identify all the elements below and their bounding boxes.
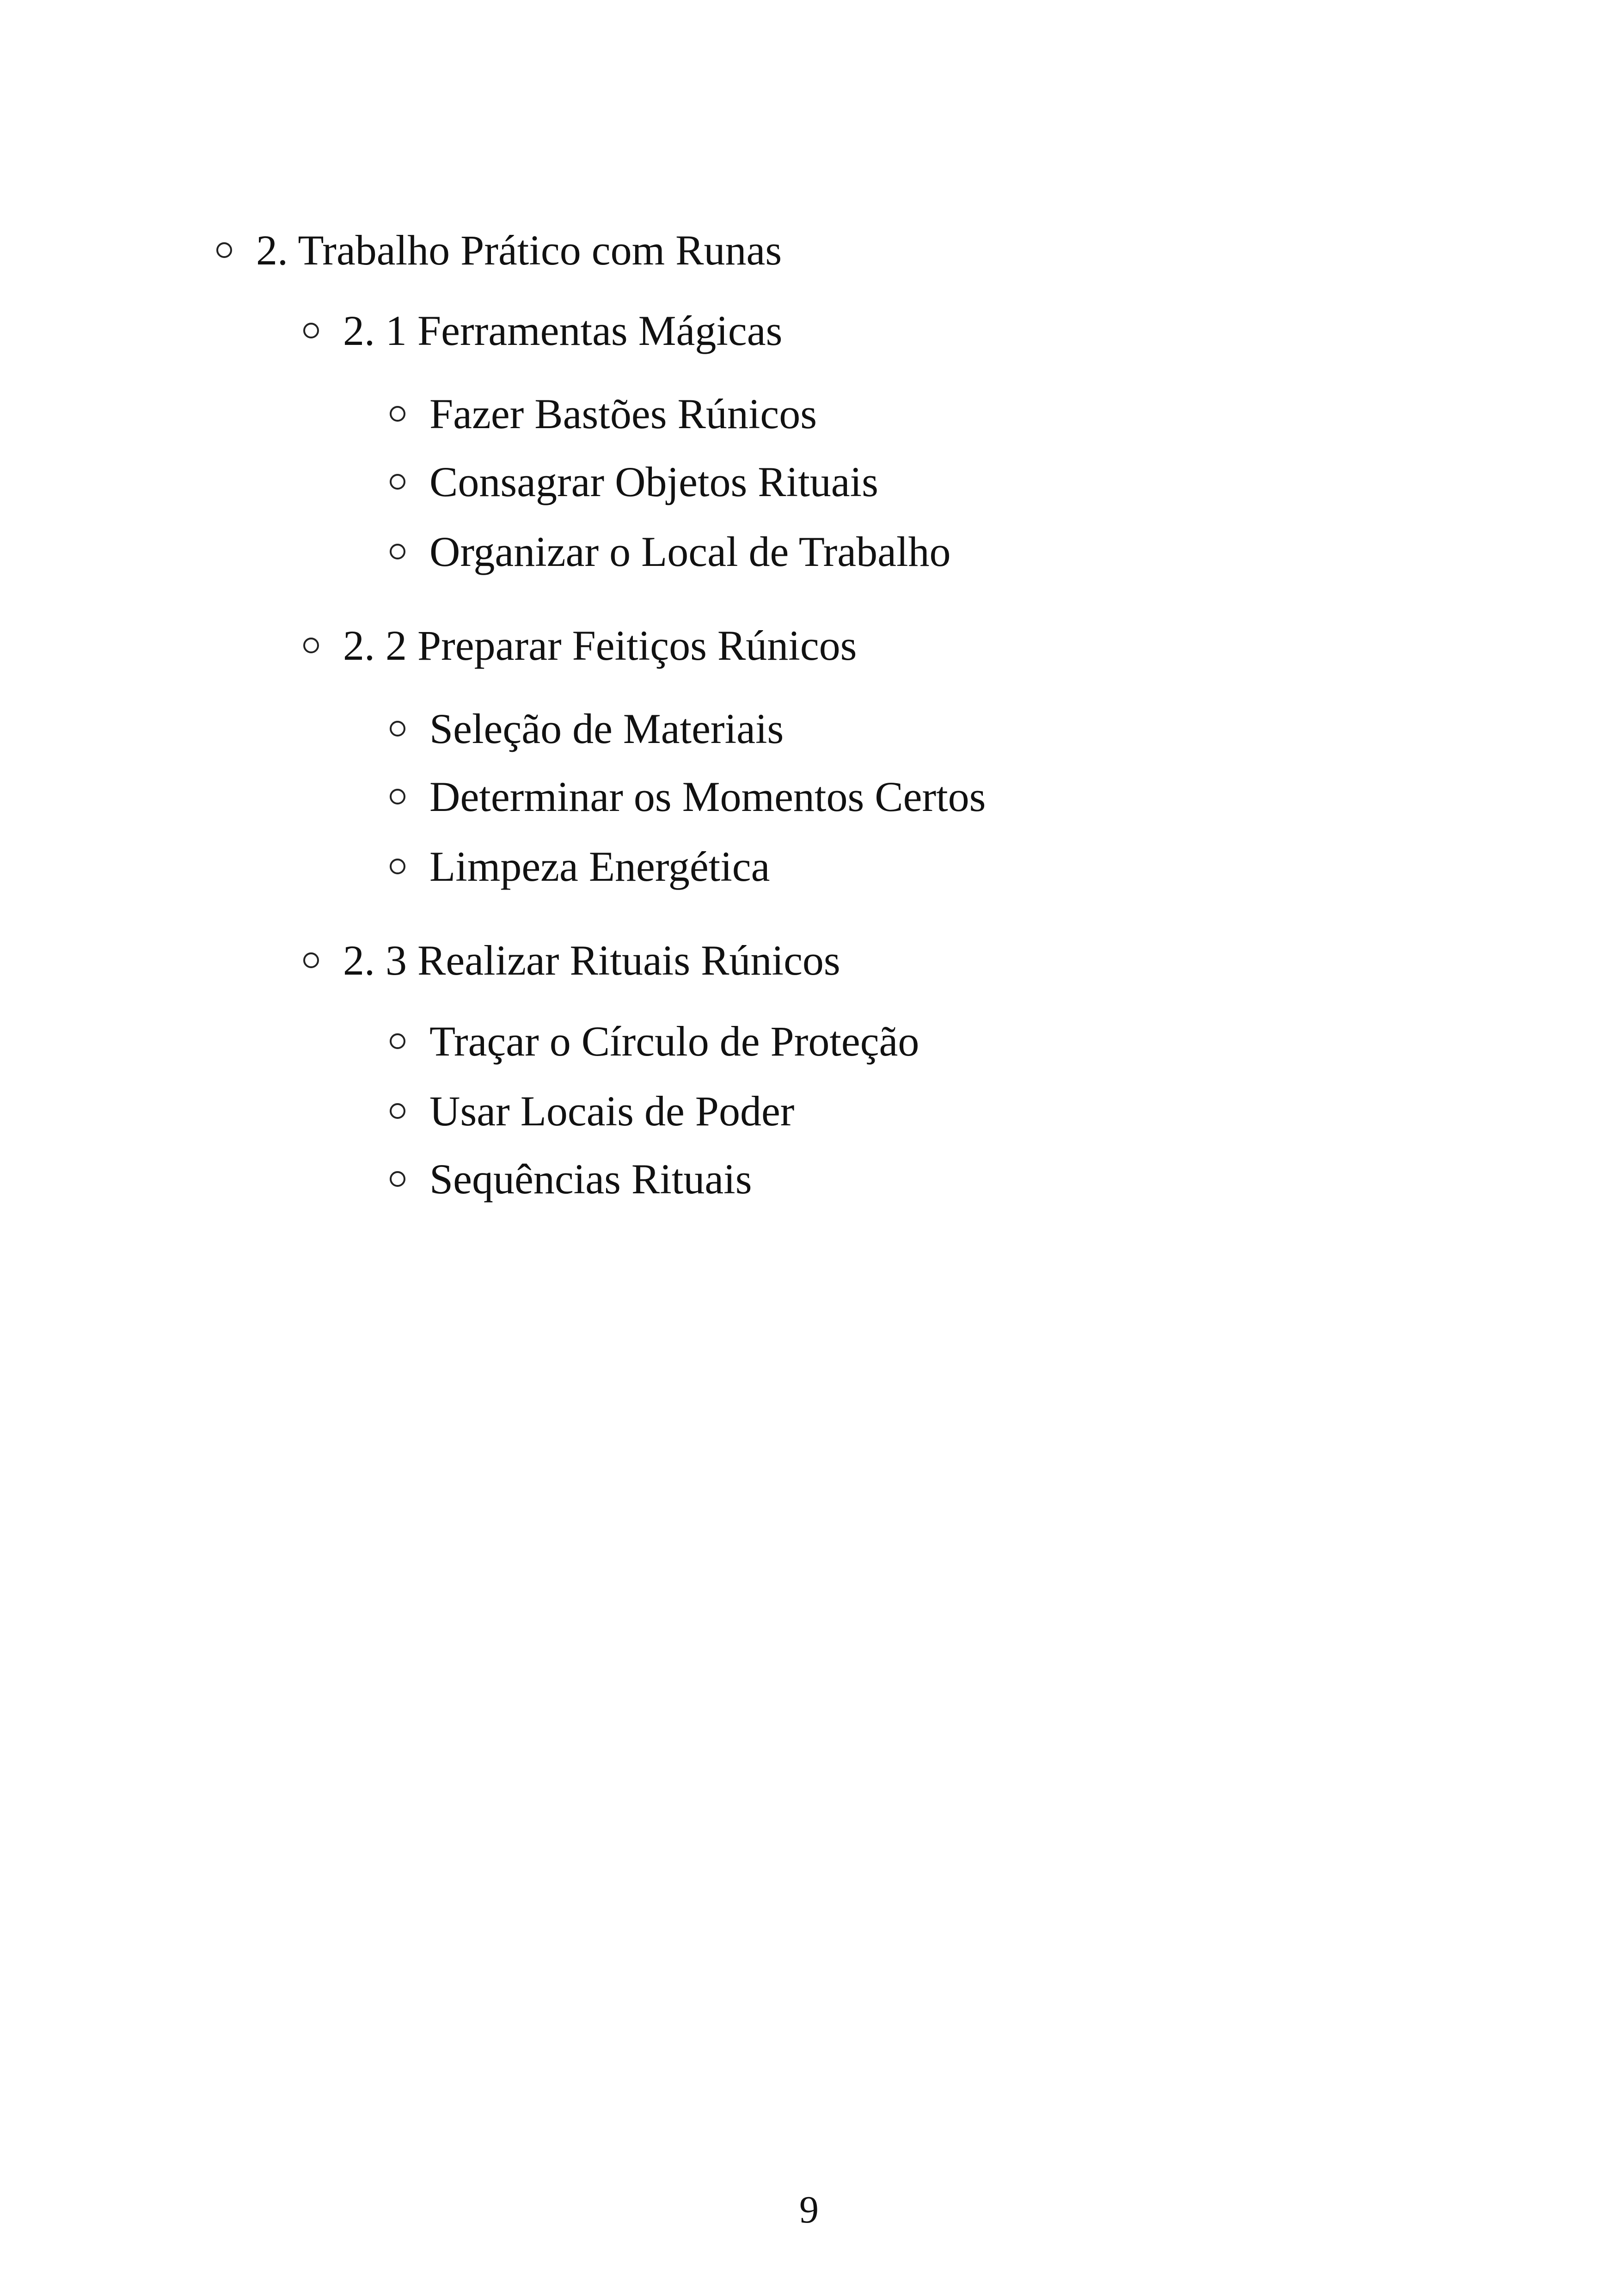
outline-subitem [390, 390, 817, 437]
hollow-circle-bullet-icon [390, 859, 405, 874]
outline-section-title: 2. 1 Ferramentas Mágicas [343, 307, 783, 354]
outline-section-title: 2. 2 Preparar Feitiços Rúnicos [343, 622, 857, 669]
outline-section-title: 2. 3 Realizar Rituais Rúnicos [343, 937, 840, 984]
hollow-circle-bullet-icon [390, 1103, 405, 1119]
outline-subitem [390, 460, 878, 503]
hollow-circle-bullet-icon [390, 406, 405, 422]
outline-subitem-label: Traçar o Círculo de Proteção [429, 1018, 919, 1065]
outline-subitem [390, 1087, 795, 1135]
outline-subitem-label: Seleção de Materiais [429, 705, 784, 752]
outline-subitem [390, 1018, 919, 1065]
hollow-circle-bullet-icon [303, 952, 319, 968]
outline-section-item [303, 939, 840, 982]
outline-subitem [390, 775, 986, 818]
outline-section-item [303, 624, 857, 667]
hollow-circle-bullet-icon [216, 242, 232, 258]
outline-subitem [390, 845, 770, 888]
outline-subitem-label: Usar Locais de Poder [429, 1087, 795, 1135]
hollow-circle-bullet-icon [303, 323, 319, 338]
outline-subitem-label: Limpeza Energética [429, 843, 770, 890]
hollow-circle-bullet-icon [390, 474, 405, 490]
outline-section-item [303, 309, 782, 352]
hollow-circle-bullet-icon [303, 638, 319, 653]
hollow-circle-bullet-icon [390, 721, 405, 737]
outline-chapter-item [216, 227, 782, 274]
hollow-circle-bullet-icon [390, 544, 405, 559]
outline-subitem [390, 1155, 752, 1203]
outline-subitem-label: Organizar o Local de Trabalho [429, 528, 951, 575]
outline-subitem-label: Consagrar Objetos Rituais [429, 458, 878, 505]
hollow-circle-bullet-icon [390, 1171, 405, 1187]
outline-subitem [390, 707, 784, 750]
page-number: 9 [799, 2188, 819, 2231]
outline-chapter-title: 2. Trabalho Prático com Runas [256, 227, 782, 274]
outline-subitem-label: Fazer Bastões Rúnicos [429, 390, 817, 437]
outline-subitem [390, 530, 951, 573]
outline-subitem-label: Sequências Rituais [429, 1155, 752, 1203]
hollow-circle-bullet-icon [390, 789, 405, 804]
hollow-circle-bullet-icon [390, 1033, 405, 1049]
outline-subitem-label: Determinar os Momentos Certos [429, 773, 986, 820]
